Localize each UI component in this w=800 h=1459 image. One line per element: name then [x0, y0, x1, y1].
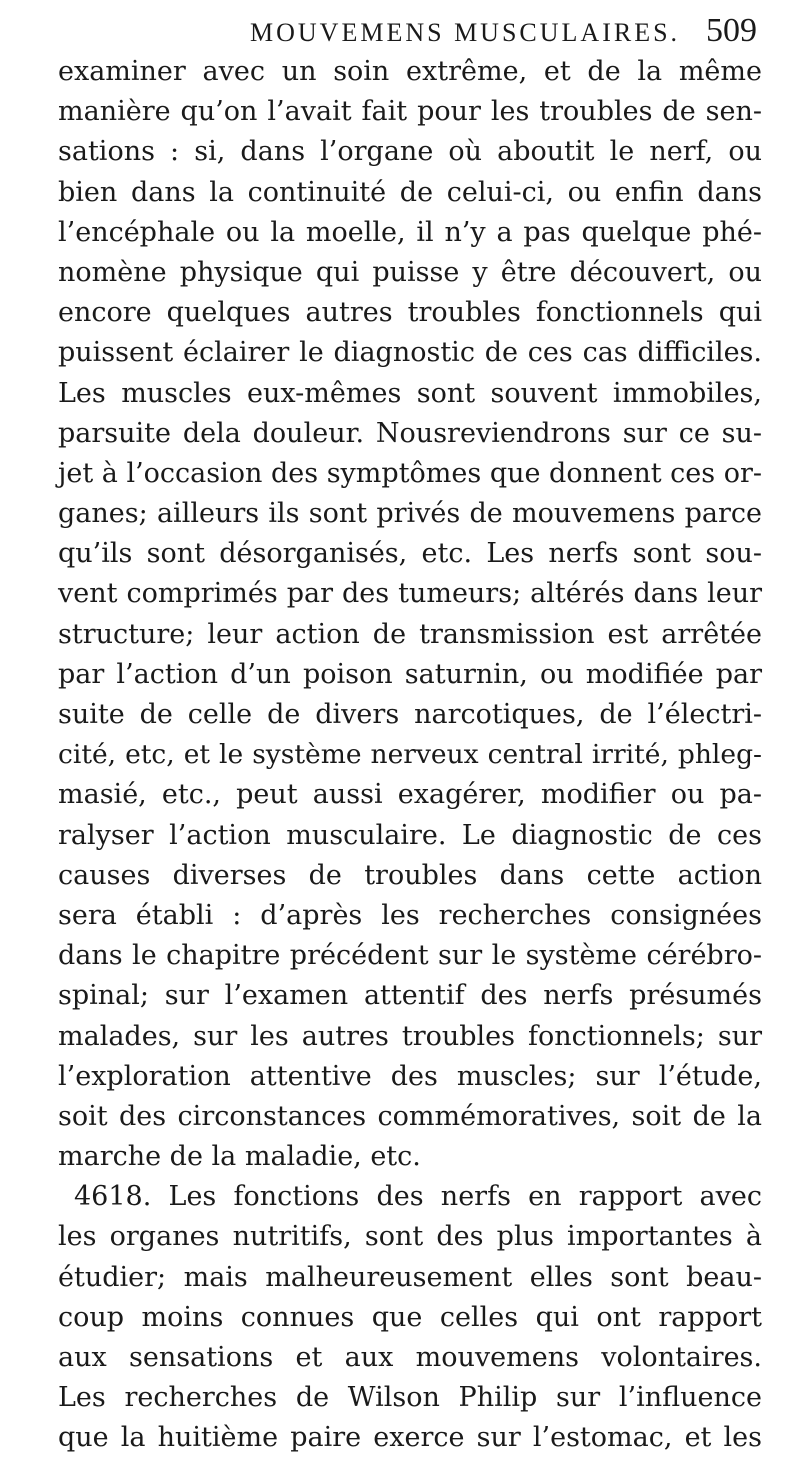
text-line: que la huitième paire exerce sur l’estomac, et les	[58, 1422, 762, 1454]
text-line: malades, sur les autres troubles fonctionnels; sur	[58, 1020, 762, 1052]
text-line: bien dans la continuité de celui-ci, ou enfin dans	[58, 176, 762, 208]
text-line: l’encéphale ou la moelle, il n’y a pas quelque phé-	[58, 216, 762, 248]
text-line: soit des circonstances commémoratives, soit de la	[58, 1100, 762, 1132]
text-line: masié, etc., peut aussi exagérer, modifier ou pa-	[58, 779, 762, 811]
text-line: suite de celle de divers narcotiques, de l’électri-	[58, 699, 762, 730]
paragraph-end-line: marche de la maladie, etc.	[58, 1141, 421, 1173]
text-line: coup moins connues que celles qui ont rapport	[58, 1301, 762, 1333]
text-line: étudier; mais malheureusement elles sont beau-	[58, 1261, 762, 1293]
paragraph-start-line: 4618. Les fonctions des nerfs en rapport avec	[74, 1181, 762, 1213]
text-line: par l’action d’un poison saturnin, ou modifiée par	[58, 658, 762, 690]
text-line: qu’ils sont désorganisés, etc. Les nerfs sont sou-	[58, 538, 762, 570]
text-line: Les recherches de Wilson Philip sur l’influence	[58, 1382, 762, 1414]
text-line: structure; leur action de transmission est arrêtée	[58, 618, 762, 650]
text-line: sera établi : d’après les recherches consignées	[58, 899, 762, 931]
text-line: spinal; sur l’examen attentif des nerfs présumés	[58, 980, 762, 1012]
text-line: aux sensations et aux mouvemens volontaires.	[58, 1342, 762, 1373]
text-line: examiner avec un soin extrême, et de la même	[58, 56, 762, 87]
text-line: jet à l’occasion des symptômes que donnent ces or-	[58, 457, 762, 489]
text-line: causes diverses de troubles dans cette action	[58, 859, 762, 891]
text-line: encore quelques autres troubles fonctionnels qui	[58, 297, 762, 329]
text-line: cité, etc, et le système nerveux central irrité, phleg-	[58, 739, 762, 771]
text-line: l’exploration attentive des muscles; sur l’étude,	[58, 1060, 762, 1092]
page-number: 509	[706, 12, 757, 49]
text-line: manière qu’on l’avait fait pour les troubles de sen-	[58, 96, 762, 128]
text-line: nomène physique qui puisse y être découvert, ou	[58, 256, 762, 288]
text-line: Les muscles eux-mêmes sont souvent immobiles,	[58, 377, 762, 409]
running-title: MOUVEMENS MUSCULAIRES.	[250, 18, 681, 47]
text-line: ralyser l’action musculaire. Le diagnostic de ces	[58, 819, 762, 851]
running-head	[0, 10, 800, 50]
body-text	[58, 52, 762, 1459]
text-line: puissent éclairer le diagnostic de ces cas difficiles.	[58, 337, 762, 369]
text-line: sations : si, dans l’organe où aboutit le nerf, ou	[58, 136, 762, 168]
text-line: ganes; ailleurs ils sont privés de mouvemens parce	[58, 498, 762, 530]
text-line: les organes nutritifs, sont des plus importantes à	[58, 1221, 762, 1253]
text-line: parsuite dela douleur. Nousreviendrons sur ce su-	[58, 417, 762, 449]
text-line: vent comprimés par des tumeurs; altérés dans leur	[58, 578, 762, 610]
text-line: dans le chapitre précédent sur le système cérébro-	[58, 940, 762, 972]
